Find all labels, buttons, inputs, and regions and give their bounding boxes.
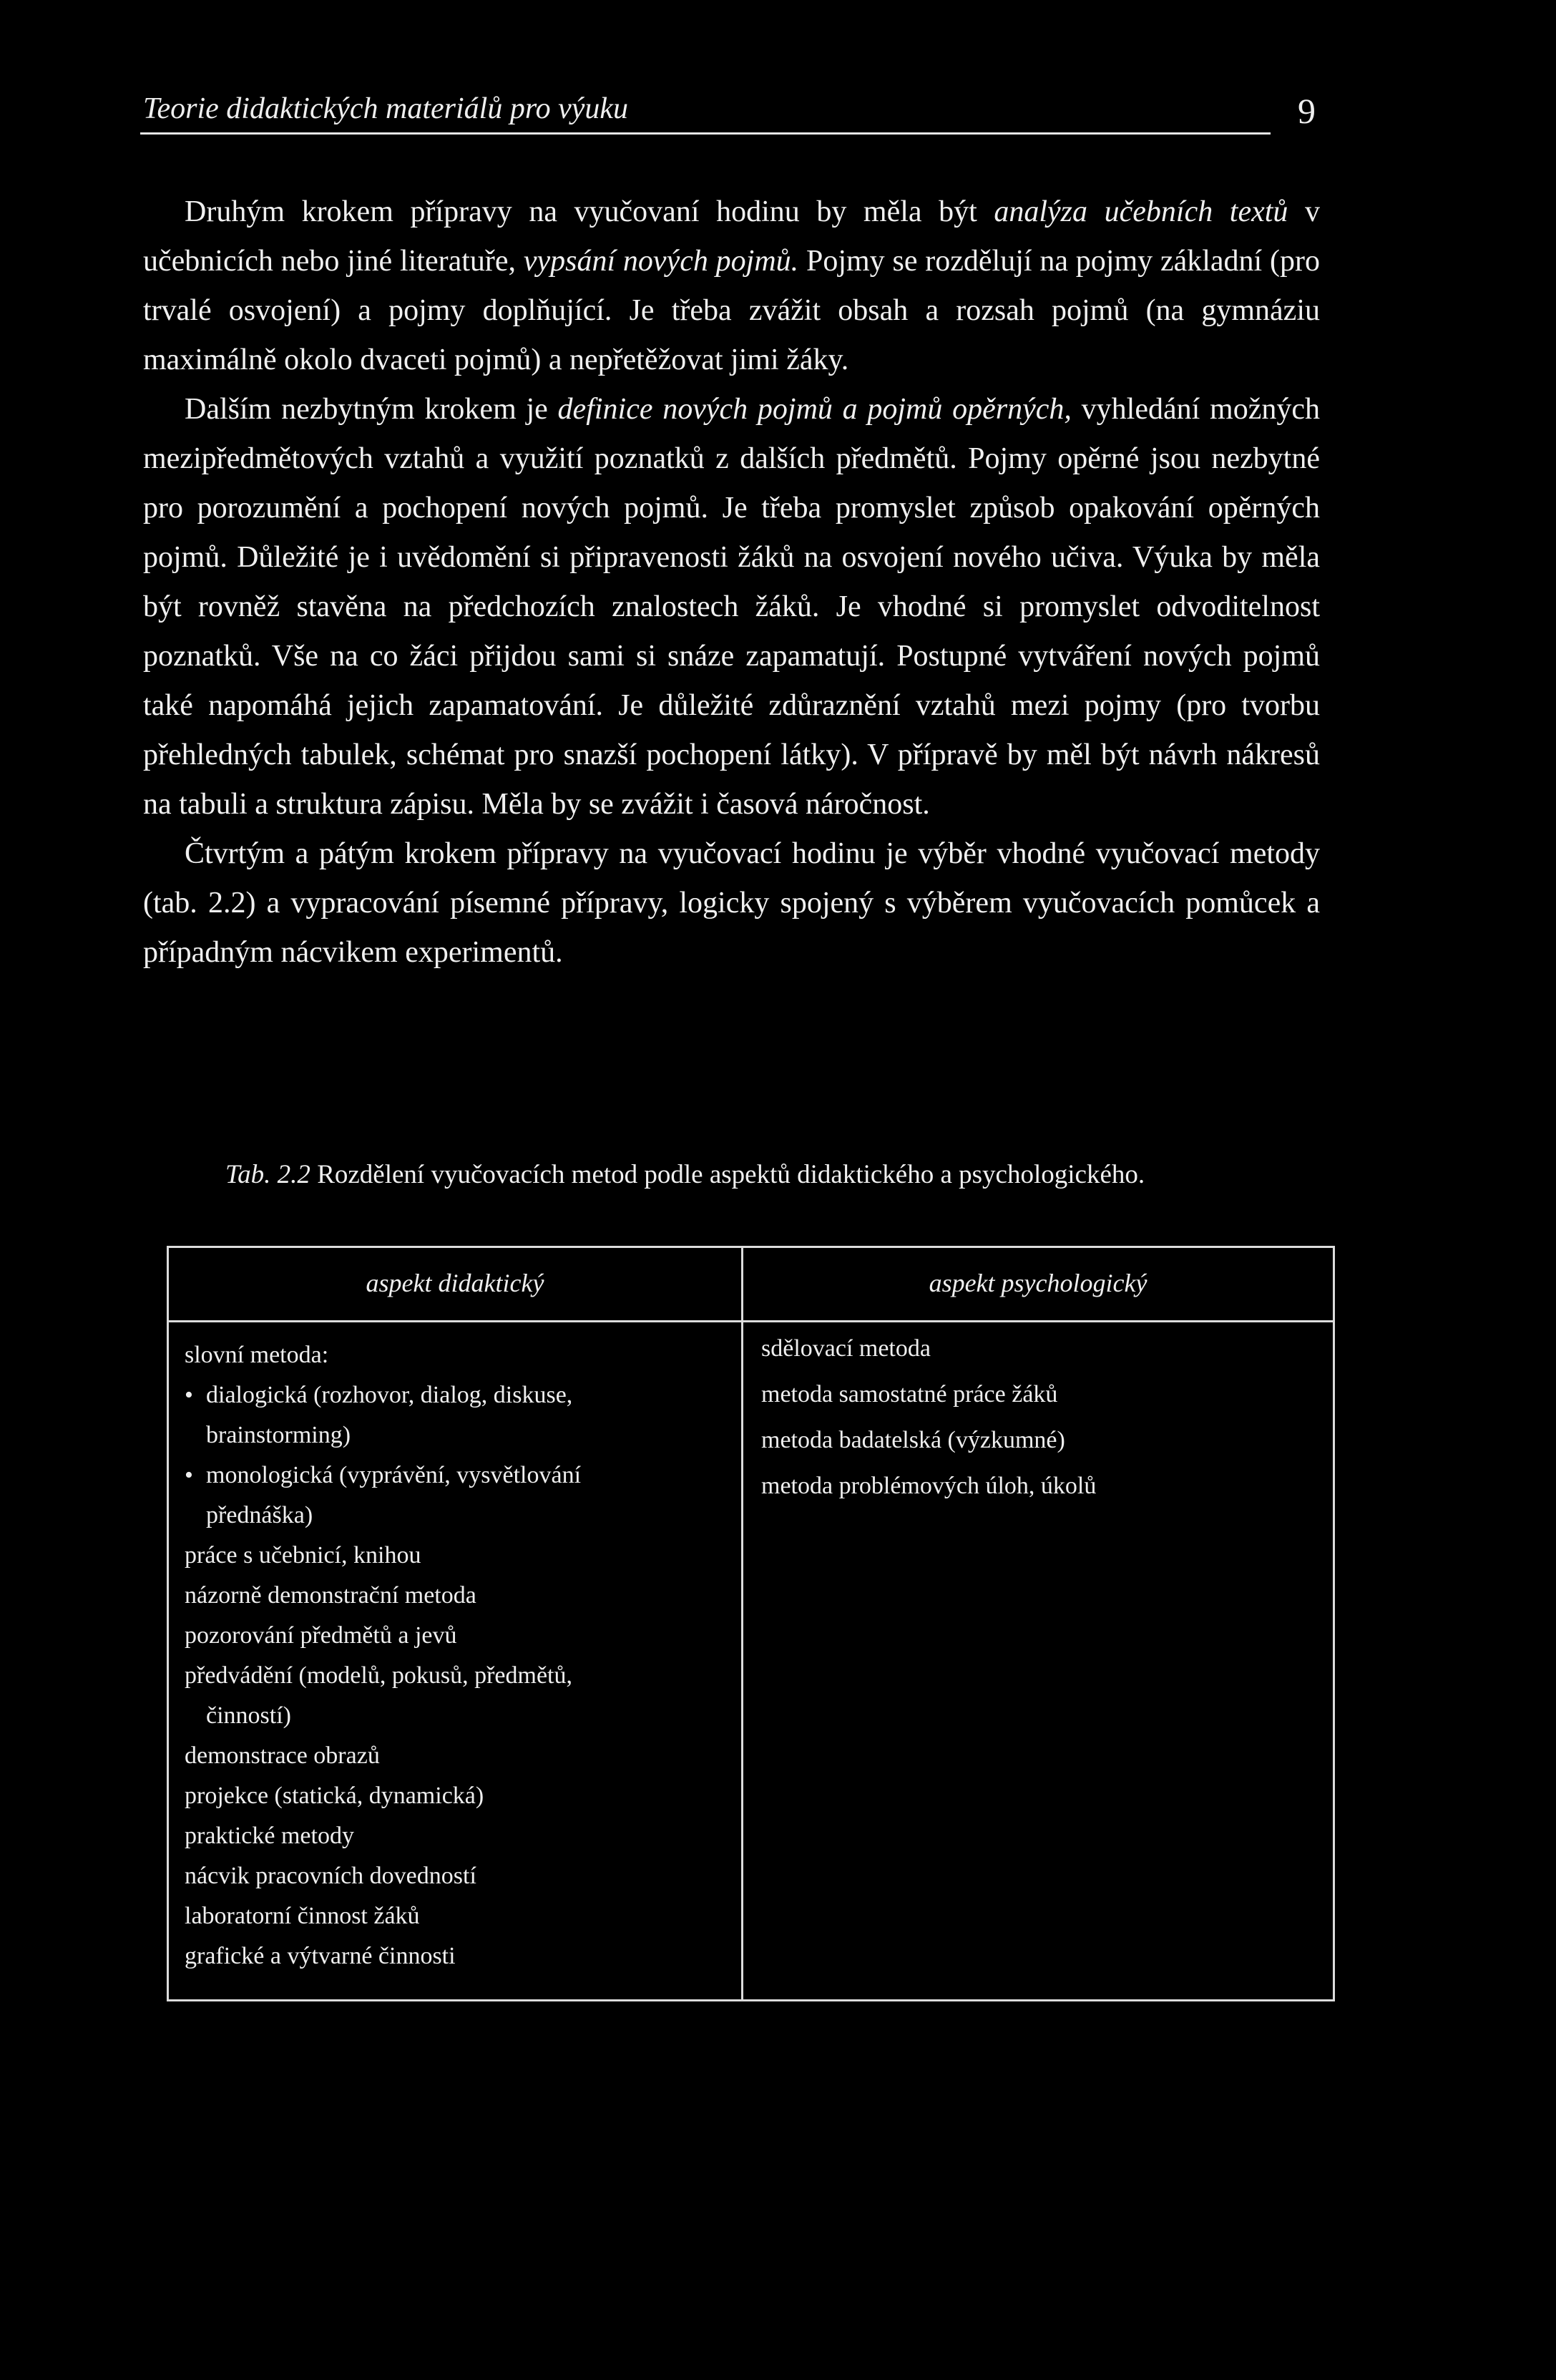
list-item-text: dialogická (rozhovor, dialog, diskuse,: [206, 1382, 573, 1408]
list-item: laboratorní činnost žáků: [185, 1903, 420, 1929]
list-item: praktické metody: [185, 1823, 354, 1849]
psychological-methods-list: [761, 1326, 1319, 1509]
paragraph-3: Čtvrtým a pátým krokem přípravy na vyučovací hodinu je výběr vhodné vyučovací metody (tab. 2.2) a vypracování písemné přípravy, logicky spojený s výběrem vyučovacích pomůcek a případným nácvikem experimentů.: [143, 837, 1320, 969]
list-item: sdělovací metoda: [761, 1335, 931, 1362]
table-header-row: [169, 1248, 1333, 1322]
teaching-methods-table: [167, 1246, 1335, 2001]
didactic-methods-list: [185, 1335, 735, 1976]
header-psychological-aspect: aspekt psychologický: [929, 1269, 1148, 1297]
paragraph-2-text-b: vyhledání možných mezipředmětových vztahů a využití poznatků z dalších předmětů. Pojmy opěrné jsou nezbytné pro porozumění a pochopení nových pojmů. Je třeba promyslet způsob opakování opěrných pojmů. Důležité je i uvědomění si připravenosti žáků na osvojení nového učiva. Výuka by měla být rovněž stavěna na předchozích znalostech žáků. Je vhodné si promyslet odvoditelnost poznatků. Vše na co žáci přijdou sami si snáze zapamatují. Postupné vytváření nových pojmů také napomáhá jejich zapamatování. Je důležité zdůraznění vztahů mezi pojmy (pro tvorbu přehledných tabulek, schémat pro snazší pochopení látky). V přípravě by měl být návrh nákresů na tabuli a struktura zápisu. Měla by se zvážit i časová náročnost.: [143, 393, 1320, 821]
emphasis-new-terms: vypsání nových pojmů.: [523, 245, 799, 278]
caption-text: Rozdělení vyučovacích metod podle aspektů didaktického a psychologického.: [310, 1160, 1145, 1189]
list-item: demonstrace obrazů: [185, 1742, 380, 1769]
header-didactic-aspect: aspekt didaktický: [366, 1269, 544, 1297]
list-item: metoda samostatné práce žáků: [761, 1381, 1058, 1408]
paragraph-1-text-b: v učebnicích nebo jiné literatuře,: [143, 195, 1321, 278]
table-caption: [225, 1159, 1442, 1190]
paragraph-2: [143, 385, 1320, 829]
header-rule: [140, 132, 1271, 135]
paragraph-1-text-c: Pojmy se rozdělují na pojmy základní (pro trvalé osvojení) a pojmy doplňující. Je třeba zvážit obsah a rozsah pojmů (na gymnáziu maximálně okolo dvaceti pojmů) a nepřetěžovat jimi žáky.: [143, 245, 1320, 376]
column-divider: [741, 1248, 743, 1999]
caption-label: Tab. 2.2: [225, 1160, 310, 1189]
list-item-continuation: brainstorming): [206, 1422, 351, 1448]
body-text: [143, 187, 1320, 977]
paragraph-1: [143, 187, 1320, 385]
running-header: Teorie didaktických materiálů pro výuku: [143, 92, 629, 125]
page-number: 9: [1298, 91, 1316, 131]
list-item: projekce (statická, dynamická): [185, 1782, 484, 1809]
list-item-continuation: činností): [206, 1702, 291, 1729]
paragraph-1-text-a: Druhým krokem přípravy na vyučovaní hodinu by měla být: [185, 195, 994, 228]
list-item: předvádění (modelů, pokusů, předmětů,: [185, 1662, 572, 1689]
list-item: metoda problémových úloh, úkolů: [761, 1473, 1097, 1499]
list-item-text: monologická (vyprávění, vysvětlování: [206, 1462, 582, 1488]
paragraph-2-text-a: Dalším nezbytným krokem je: [185, 393, 558, 426]
list-item: grafické a výtvarné činnosti: [185, 1943, 456, 1969]
emphasis-term-definition: definice nových pojmů a pojmů opěrných,: [557, 393, 1072, 426]
list-item-continuation: přednáška): [206, 1502, 313, 1528]
list-item-bulleted: [185, 1455, 735, 1496]
list-item: názorně demonstrační metoda: [185, 1582, 476, 1609]
list-item: pozorování předmětů a jevů: [185, 1622, 457, 1649]
list-item: slovní metoda:: [185, 1342, 329, 1368]
list-item: práce s učebnicí, knihou: [185, 1542, 421, 1569]
list-item: nácvik pracovních dovedností: [185, 1863, 476, 1889]
list-item: metoda badatelská (výzkumné): [761, 1427, 1065, 1453]
emphasis-textbook-analysis: analýza učebních textů: [994, 195, 1288, 228]
list-item-bulleted: [185, 1375, 735, 1415]
